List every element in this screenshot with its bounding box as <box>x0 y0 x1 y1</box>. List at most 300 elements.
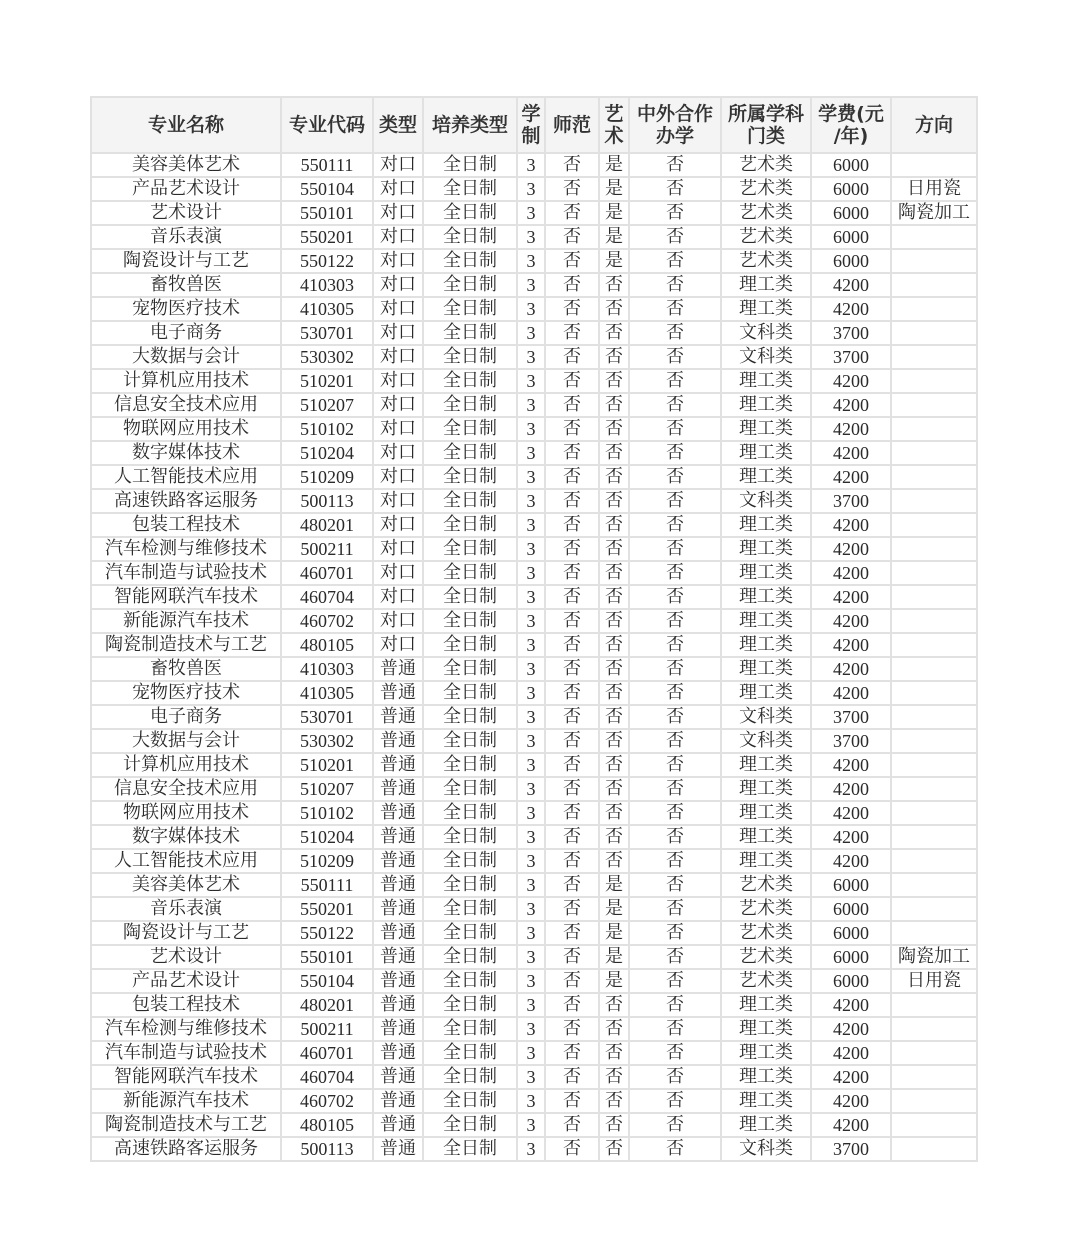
cell-normal: 否 <box>545 945 599 969</box>
cell-major-code: 500211 <box>281 537 373 561</box>
cell-type: 普通 <box>373 1089 423 1113</box>
cell-art: 是 <box>599 921 629 945</box>
cell-major-code: 410303 <box>281 657 373 681</box>
table-row <box>91 921 977 945</box>
cell-major-code: 410305 <box>281 297 373 321</box>
cell-training-type: 全日制 <box>423 369 517 393</box>
cell-years: 3 <box>517 417 545 441</box>
table-row <box>91 321 977 345</box>
cell-years: 3 <box>517 513 545 537</box>
cell-years: 3 <box>517 993 545 1017</box>
cell-years: 3 <box>517 921 545 945</box>
cell-direction <box>891 729 977 753</box>
cell-years: 3 <box>517 177 545 201</box>
cell-major-code: 510102 <box>281 801 373 825</box>
cell-cooperation: 否 <box>629 777 721 801</box>
cell-cooperation: 否 <box>629 537 721 561</box>
cell-subject: 艺术类 <box>721 153 811 177</box>
cell-art: 否 <box>599 1065 629 1089</box>
cell-normal: 否 <box>545 1113 599 1137</box>
cell-subject: 理工类 <box>721 633 811 657</box>
cell-years: 3 <box>517 345 545 369</box>
cell-normal: 否 <box>545 993 599 1017</box>
cell-direction: 陶瓷加工 <box>891 201 977 225</box>
cell-direction: 陶瓷加工 <box>891 945 977 969</box>
header-training-type: 培养类型 <box>423 97 517 153</box>
cell-major-name: 包装工程技术 <box>91 993 281 1017</box>
cell-cooperation: 否 <box>629 993 721 1017</box>
cell-subject: 艺术类 <box>721 873 811 897</box>
cell-subject: 理工类 <box>721 369 811 393</box>
cell-normal: 否 <box>545 921 599 945</box>
table-row <box>91 345 977 369</box>
cell-major-name: 大数据与会计 <box>91 345 281 369</box>
cell-training-type: 全日制 <box>423 969 517 993</box>
cell-major-name: 艺术设计 <box>91 945 281 969</box>
cell-subject: 理工类 <box>721 1113 811 1137</box>
cell-subject: 理工类 <box>721 609 811 633</box>
cell-years: 3 <box>517 225 545 249</box>
cell-fee: 3700 <box>811 321 891 345</box>
table-row <box>91 969 977 993</box>
cell-years: 3 <box>517 369 545 393</box>
cell-direction <box>891 1113 977 1137</box>
cell-normal: 否 <box>545 1065 599 1089</box>
cell-major-code: 530302 <box>281 729 373 753</box>
cell-direction <box>891 585 977 609</box>
table-row <box>91 369 977 393</box>
cell-years: 3 <box>517 873 545 897</box>
cell-major-name: 汽车检测与维修技术 <box>91 1017 281 1041</box>
cell-major-name: 人工智能技术应用 <box>91 849 281 873</box>
cell-major-name: 宠物医疗技术 <box>91 681 281 705</box>
cell-fee: 4200 <box>811 681 891 705</box>
cell-art: 否 <box>599 777 629 801</box>
cell-cooperation: 否 <box>629 633 721 657</box>
header-cooperation-line2: 办学 <box>655 125 694 147</box>
cell-training-type: 全日制 <box>423 897 517 921</box>
cell-type: 普通 <box>373 1137 423 1161</box>
cell-major-name: 陶瓷设计与工艺 <box>91 249 281 273</box>
cell-major-name: 畜牧兽医 <box>91 273 281 297</box>
cell-cooperation: 否 <box>629 417 721 441</box>
cell-major-code: 550201 <box>281 897 373 921</box>
cell-direction <box>891 657 977 681</box>
cell-subject: 理工类 <box>721 1089 811 1113</box>
table-row <box>91 609 977 633</box>
cell-major-name: 智能网联汽车技术 <box>91 585 281 609</box>
cell-major-name: 包装工程技术 <box>91 513 281 537</box>
cell-training-type: 全日制 <box>423 489 517 513</box>
cell-training-type: 全日制 <box>423 585 517 609</box>
cell-years: 3 <box>517 1089 545 1113</box>
cell-cooperation: 否 <box>629 681 721 705</box>
header-years-line1: 学 <box>521 103 541 125</box>
cell-years: 3 <box>517 1041 545 1065</box>
cell-fee: 6000 <box>811 249 891 273</box>
table-row <box>91 849 977 873</box>
cell-direction <box>891 393 977 417</box>
header-art-line1: 艺 <box>604 103 624 125</box>
cell-training-type: 全日制 <box>423 297 517 321</box>
cell-years: 3 <box>517 609 545 633</box>
table-row <box>91 537 977 561</box>
table-row <box>91 273 977 297</box>
cell-normal: 否 <box>545 729 599 753</box>
cell-normal: 否 <box>545 1089 599 1113</box>
cell-direction <box>891 561 977 585</box>
cell-normal: 否 <box>545 489 599 513</box>
table-row <box>91 1113 977 1137</box>
cell-normal: 否 <box>545 297 599 321</box>
cell-direction <box>891 705 977 729</box>
cell-major-code: 500113 <box>281 1137 373 1161</box>
cell-training-type: 全日制 <box>423 225 517 249</box>
cell-years: 3 <box>517 273 545 297</box>
cell-fee: 4200 <box>811 465 891 489</box>
table-row <box>91 705 977 729</box>
cell-subject: 文科类 <box>721 489 811 513</box>
cell-type: 对口 <box>373 537 423 561</box>
cell-type: 普通 <box>373 1065 423 1089</box>
cell-art: 否 <box>599 681 629 705</box>
cell-major-code: 510201 <box>281 753 373 777</box>
table-row <box>91 585 977 609</box>
cell-training-type: 全日制 <box>423 681 517 705</box>
cell-type: 对口 <box>373 345 423 369</box>
cell-type: 普通 <box>373 921 423 945</box>
cell-art: 是 <box>599 177 629 201</box>
cell-subject: 理工类 <box>721 513 811 537</box>
header-major-code: 专业代码 <box>281 97 373 153</box>
cell-type: 对口 <box>373 465 423 489</box>
cell-direction <box>891 873 977 897</box>
cell-cooperation: 否 <box>629 513 721 537</box>
cell-training-type: 全日制 <box>423 201 517 225</box>
cell-direction <box>891 273 977 297</box>
cell-major-name: 产品艺术设计 <box>91 177 281 201</box>
table-row <box>91 1137 977 1161</box>
cell-cooperation: 否 <box>629 657 721 681</box>
table-row <box>91 561 977 585</box>
cell-subject: 理工类 <box>721 825 811 849</box>
cell-type: 普通 <box>373 849 423 873</box>
cell-normal: 否 <box>545 465 599 489</box>
cell-art: 否 <box>599 1089 629 1113</box>
cell-normal: 否 <box>545 801 599 825</box>
cell-training-type: 全日制 <box>423 609 517 633</box>
cell-years: 3 <box>517 657 545 681</box>
cell-direction <box>891 297 977 321</box>
cell-art: 否 <box>599 1041 629 1065</box>
cell-subject: 理工类 <box>721 393 811 417</box>
cell-cooperation: 否 <box>629 609 721 633</box>
cell-art: 否 <box>599 321 629 345</box>
cell-training-type: 全日制 <box>423 345 517 369</box>
cell-art: 否 <box>599 369 629 393</box>
cell-years: 3 <box>517 537 545 561</box>
cell-major-name: 美容美体艺术 <box>91 153 281 177</box>
cell-fee: 3700 <box>811 345 891 369</box>
table-row <box>91 1017 977 1041</box>
cell-training-type: 全日制 <box>423 153 517 177</box>
header-subject-line1: 所属学科 <box>727 103 804 125</box>
cell-subject: 文科类 <box>721 1137 811 1161</box>
cell-major-code: 510209 <box>281 465 373 489</box>
cell-art: 否 <box>599 825 629 849</box>
cell-direction <box>891 441 977 465</box>
cell-training-type: 全日制 <box>423 729 517 753</box>
cell-direction <box>891 609 977 633</box>
cell-subject: 艺术类 <box>721 225 811 249</box>
cell-art: 否 <box>599 297 629 321</box>
cell-normal: 否 <box>545 249 599 273</box>
cell-normal: 否 <box>545 897 599 921</box>
cell-major-name: 畜牧兽医 <box>91 657 281 681</box>
cell-fee: 4200 <box>811 801 891 825</box>
cell-fee: 4200 <box>811 825 891 849</box>
cell-major-code: 550111 <box>281 873 373 897</box>
cell-subject: 理工类 <box>721 753 811 777</box>
cell-training-type: 全日制 <box>423 417 517 441</box>
cell-normal: 否 <box>545 273 599 297</box>
cell-direction <box>891 825 977 849</box>
cell-art: 是 <box>599 897 629 921</box>
cell-major-code: 460704 <box>281 1065 373 1089</box>
cell-training-type: 全日制 <box>423 1065 517 1089</box>
cell-type: 对口 <box>373 321 423 345</box>
table-row <box>91 945 977 969</box>
cell-art: 否 <box>599 729 629 753</box>
cell-cooperation: 否 <box>629 201 721 225</box>
cell-major-code: 510207 <box>281 777 373 801</box>
cell-normal: 否 <box>545 537 599 561</box>
table-row <box>91 1041 977 1065</box>
cell-art: 是 <box>599 225 629 249</box>
cell-subject: 理工类 <box>721 657 811 681</box>
cell-art: 否 <box>599 753 629 777</box>
cell-years: 3 <box>517 633 545 657</box>
cell-subject: 艺术类 <box>721 177 811 201</box>
cell-art: 否 <box>599 657 629 681</box>
cell-type: 对口 <box>373 441 423 465</box>
cell-major-name: 计算机应用技术 <box>91 369 281 393</box>
cell-years: 3 <box>517 729 545 753</box>
cell-cooperation: 否 <box>629 297 721 321</box>
cell-normal: 否 <box>545 1017 599 1041</box>
cell-cooperation: 否 <box>629 153 721 177</box>
cell-normal: 否 <box>545 633 599 657</box>
cell-direction <box>891 1017 977 1041</box>
cell-subject: 文科类 <box>721 345 811 369</box>
cell-fee: 4200 <box>811 1041 891 1065</box>
cell-normal: 否 <box>545 345 599 369</box>
cell-major-name: 新能源汽车技术 <box>91 1089 281 1113</box>
cell-fee: 3700 <box>811 705 891 729</box>
cell-type: 对口 <box>373 513 423 537</box>
cell-fee: 4200 <box>811 657 891 681</box>
cell-art: 是 <box>599 201 629 225</box>
cell-major-name: 陶瓷设计与工艺 <box>91 921 281 945</box>
cell-fee: 4200 <box>811 369 891 393</box>
cell-major-code: 500211 <box>281 1017 373 1041</box>
cell-direction <box>891 1137 977 1161</box>
cell-major-code: 510204 <box>281 825 373 849</box>
table-row <box>91 753 977 777</box>
cell-fee: 4200 <box>811 753 891 777</box>
cell-normal: 否 <box>545 441 599 465</box>
cell-normal: 否 <box>545 1137 599 1161</box>
cell-fee: 6000 <box>811 201 891 225</box>
cell-direction <box>891 369 977 393</box>
cell-subject: 理工类 <box>721 561 811 585</box>
cell-type: 普通 <box>373 873 423 897</box>
cell-fee: 6000 <box>811 969 891 993</box>
cell-training-type: 全日制 <box>423 753 517 777</box>
cell-art: 否 <box>599 633 629 657</box>
cell-subject: 理工类 <box>721 681 811 705</box>
cell-major-code: 510102 <box>281 417 373 441</box>
cell-direction <box>891 633 977 657</box>
cell-normal: 否 <box>545 753 599 777</box>
cell-fee: 6000 <box>811 897 891 921</box>
header-fee-line2: /年) <box>833 125 869 147</box>
cell-training-type: 全日制 <box>423 849 517 873</box>
cell-type: 普通 <box>373 753 423 777</box>
cell-direction <box>891 1089 977 1113</box>
cell-type: 对口 <box>373 153 423 177</box>
table-row <box>91 897 977 921</box>
cell-training-type: 全日制 <box>423 393 517 417</box>
cell-type: 对口 <box>373 225 423 249</box>
cell-direction <box>891 897 977 921</box>
table-row <box>91 249 977 273</box>
cell-years: 3 <box>517 297 545 321</box>
cell-major-code: 530701 <box>281 705 373 729</box>
cell-major-code: 510204 <box>281 441 373 465</box>
cell-subject: 理工类 <box>721 849 811 873</box>
cell-subject: 文科类 <box>721 705 811 729</box>
cell-type: 普通 <box>373 657 423 681</box>
cell-subject: 理工类 <box>721 585 811 609</box>
table-row <box>91 393 977 417</box>
cell-major-code: 460701 <box>281 1041 373 1065</box>
cell-normal: 否 <box>545 369 599 393</box>
cell-major-code: 510201 <box>281 369 373 393</box>
table-row <box>91 777 977 801</box>
header-subject <box>721 97 811 153</box>
cell-type: 普通 <box>373 969 423 993</box>
cell-art: 是 <box>599 873 629 897</box>
cell-training-type: 全日制 <box>423 657 517 681</box>
cell-major-name: 大数据与会计 <box>91 729 281 753</box>
table-row <box>91 825 977 849</box>
cell-major-code: 550101 <box>281 201 373 225</box>
cell-normal: 否 <box>545 609 599 633</box>
cell-subject: 理工类 <box>721 1065 811 1089</box>
cell-major-name: 汽车检测与维修技术 <box>91 537 281 561</box>
cell-major-name: 汽车制造与试验技术 <box>91 561 281 585</box>
cell-fee: 4200 <box>811 297 891 321</box>
cell-cooperation: 否 <box>629 1041 721 1065</box>
cell-fee: 3700 <box>811 1137 891 1161</box>
cell-major-code: 480201 <box>281 513 373 537</box>
cell-type: 对口 <box>373 417 423 441</box>
cell-subject: 艺术类 <box>721 897 811 921</box>
cell-direction <box>891 849 977 873</box>
cell-years: 3 <box>517 489 545 513</box>
cell-normal: 否 <box>545 153 599 177</box>
cell-training-type: 全日制 <box>423 1017 517 1041</box>
header-major-name: 专业名称 <box>91 97 281 153</box>
cell-art: 否 <box>599 465 629 489</box>
cell-cooperation: 否 <box>629 705 721 729</box>
cell-type: 普通 <box>373 993 423 1017</box>
cell-years: 3 <box>517 1017 545 1041</box>
cell-type: 普通 <box>373 705 423 729</box>
cell-years: 3 <box>517 945 545 969</box>
table-row <box>91 657 977 681</box>
cell-art: 否 <box>599 345 629 369</box>
table-row <box>91 465 977 489</box>
cell-fee: 6000 <box>811 225 891 249</box>
cell-direction: 日用瓷 <box>891 177 977 201</box>
cell-normal: 否 <box>545 585 599 609</box>
cell-major-code: 550122 <box>281 249 373 273</box>
cell-major-name: 智能网联汽车技术 <box>91 1065 281 1089</box>
cell-normal: 否 <box>545 849 599 873</box>
table-row <box>91 201 977 225</box>
cell-subject: 艺术类 <box>721 969 811 993</box>
cell-major-code: 480105 <box>281 1113 373 1137</box>
cell-major-code: 550104 <box>281 177 373 201</box>
table-row <box>91 441 977 465</box>
cell-fee: 6000 <box>811 921 891 945</box>
cell-major-code: 500113 <box>281 489 373 513</box>
table-row <box>91 513 977 537</box>
cell-fee: 4200 <box>811 417 891 441</box>
cell-type: 对口 <box>373 609 423 633</box>
cell-art: 是 <box>599 945 629 969</box>
cell-direction <box>891 345 977 369</box>
cell-normal: 否 <box>545 561 599 585</box>
cell-cooperation: 否 <box>629 321 721 345</box>
cell-type: 普通 <box>373 777 423 801</box>
table-row <box>91 873 977 897</box>
cell-major-code: 460704 <box>281 585 373 609</box>
header-direction: 方向 <box>891 97 977 153</box>
cell-cooperation: 否 <box>629 489 721 513</box>
cell-major-name: 音乐表演 <box>91 897 281 921</box>
cell-subject: 理工类 <box>721 1017 811 1041</box>
cell-art: 否 <box>599 585 629 609</box>
table-row <box>91 153 977 177</box>
cell-major-code: 550104 <box>281 969 373 993</box>
cell-training-type: 全日制 <box>423 801 517 825</box>
cell-training-type: 全日制 <box>423 777 517 801</box>
table-row <box>91 1065 977 1089</box>
cell-fee: 4200 <box>811 633 891 657</box>
cell-major-code: 550101 <box>281 945 373 969</box>
cell-major-name: 电子商务 <box>91 705 281 729</box>
cell-fee: 3700 <box>811 729 891 753</box>
header-row <box>91 97 977 153</box>
cell-type: 普通 <box>373 729 423 753</box>
cell-subject: 理工类 <box>721 297 811 321</box>
cell-major-name: 艺术设计 <box>91 201 281 225</box>
cell-fee: 3700 <box>811 489 891 513</box>
cell-years: 3 <box>517 681 545 705</box>
